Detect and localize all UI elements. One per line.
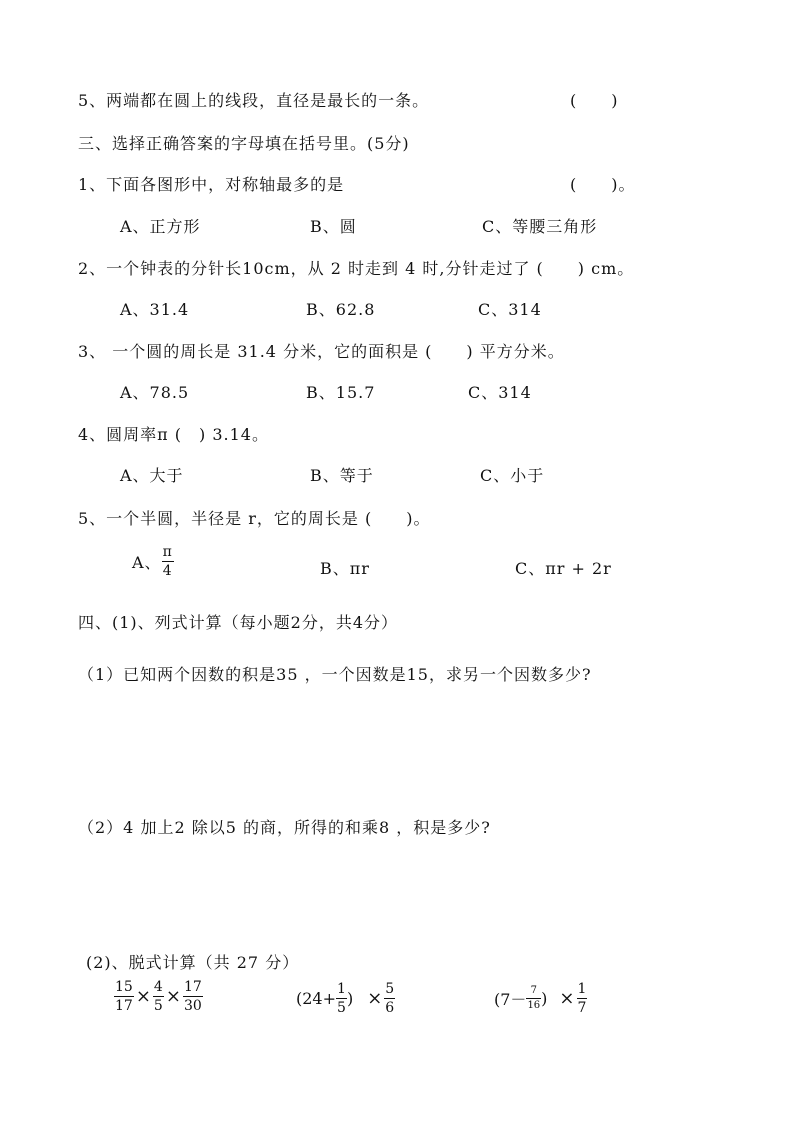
choice-question-2: 2、一个钟表的分针长10cm，从 2 时走到 4 时,分针走过了 ( ) cm。 [78, 259, 635, 278]
times-operator: × [165, 986, 181, 1007]
fraction-1-5 [336, 982, 347, 1015]
fraction-denominator: 17 [115, 998, 133, 1014]
fraction-numerator: 4 [153, 979, 163, 995]
fraction-15-17 [114, 980, 134, 1013]
choice-5-option-a [132, 545, 174, 578]
times-operator: × [367, 988, 383, 1009]
choice-4-option-a: A、大于 [120, 466, 184, 485]
fraction-denominator: 6 [385, 1000, 395, 1016]
choice-question-1-answer-bracket: ( )。 [570, 175, 636, 194]
fraction-denominator: 16 [527, 1000, 541, 1011]
section-4-part-2-heading: (2)、脱式计算（共 27 分） [86, 953, 300, 972]
expression-open-paren: (7－ [494, 990, 527, 1009]
choice-3-option-c: C、314 [468, 383, 532, 402]
fraction-numerator: 7 [526, 986, 541, 999]
expression-close-paren: ) [541, 989, 548, 1008]
fraction-numerator: π [162, 544, 173, 560]
choice-2-option-b: B、62.8 [306, 300, 376, 319]
choice-1-option-a: A、正方形 [120, 217, 201, 236]
fraction-17-30 [183, 980, 203, 1013]
word-problem-2: （2）4 加上2 除以5 的商，所得的和乘8 ，积是多少? [78, 818, 491, 837]
fraction-denominator: 5 [337, 1000, 346, 1016]
fraction-denominator: 5 [153, 998, 163, 1014]
judge-question-5-answer-bracket: ( ) [570, 91, 619, 110]
choice-3-option-a: A、78.5 [120, 383, 190, 402]
choice-3-option-b: B、15.7 [306, 383, 376, 402]
expression-open-paren: (24+ [296, 989, 337, 1008]
fraction-7-16 [526, 986, 541, 1011]
fraction-5-6 [384, 982, 395, 1015]
calc-expression-3 [494, 982, 587, 1015]
fraction-1-7 [577, 982, 588, 1015]
calc-expression-2 [296, 982, 395, 1015]
section-3-heading: 三、选择正确答案的字母填在括号里。(5分) [78, 134, 410, 153]
fraction-denominator: 7 [577, 1000, 587, 1016]
pi-over-4-fraction [162, 545, 174, 578]
times-operator: × [135, 986, 151, 1007]
choice-question-4: 4、圆周率π ( ) 3.14。 [78, 425, 269, 444]
choice-question-1: 1、下面各图形中，对称轴最多的是 [78, 175, 345, 194]
word-problem-1: （1）已知两个因数的积是35 ，一个因数是15，求另一个因数多少? [78, 665, 592, 684]
times-operator: × [559, 988, 575, 1009]
fraction-numerator: 1 [337, 981, 346, 997]
choice-1-option-b: B、圆 [310, 217, 357, 236]
judge-question-5-text: 5、两端都在圆上的线段，直径是最长的一条。 [78, 91, 430, 110]
fraction-numerator: 17 [183, 979, 202, 995]
section-4-heading: 四、(1)、列式计算（每小题2分，共4分） [78, 613, 399, 632]
choice-2-option-c: C、314 [478, 300, 542, 319]
choice-1-option-c: C、等腰三角形 [482, 217, 598, 236]
fraction-numerator: 5 [385, 981, 395, 997]
calc-expression-1 [114, 980, 203, 1013]
fraction-denominator: 30 [183, 998, 202, 1014]
choice-5-option-c: C、πr + 2r [515, 559, 612, 578]
fraction-4-5 [153, 980, 164, 1013]
choice-4-option-b: B、等于 [310, 466, 374, 485]
judge-question-5 [78, 88, 429, 111]
fraction-numerator: 1 [577, 981, 587, 997]
fraction-denominator: 4 [162, 563, 173, 579]
choice-2-option-a: A、31.4 [120, 300, 190, 319]
choice-5-option-b: B、πr [320, 559, 370, 578]
expression-close-paren: ) [346, 989, 354, 1008]
choice-4-option-c: C、小于 [480, 466, 545, 485]
choice-5-option-a-label: A、 [132, 553, 162, 572]
fraction-numerator: 15 [115, 979, 133, 995]
choice-question-3: 3、 一个圆的周长是 31.4 分米，它的面积是 ( ) 平方分米。 [78, 342, 565, 361]
choice-question-5: 5、一个半圆，半径是 r，它的周长是 ( )。 [78, 509, 431, 528]
